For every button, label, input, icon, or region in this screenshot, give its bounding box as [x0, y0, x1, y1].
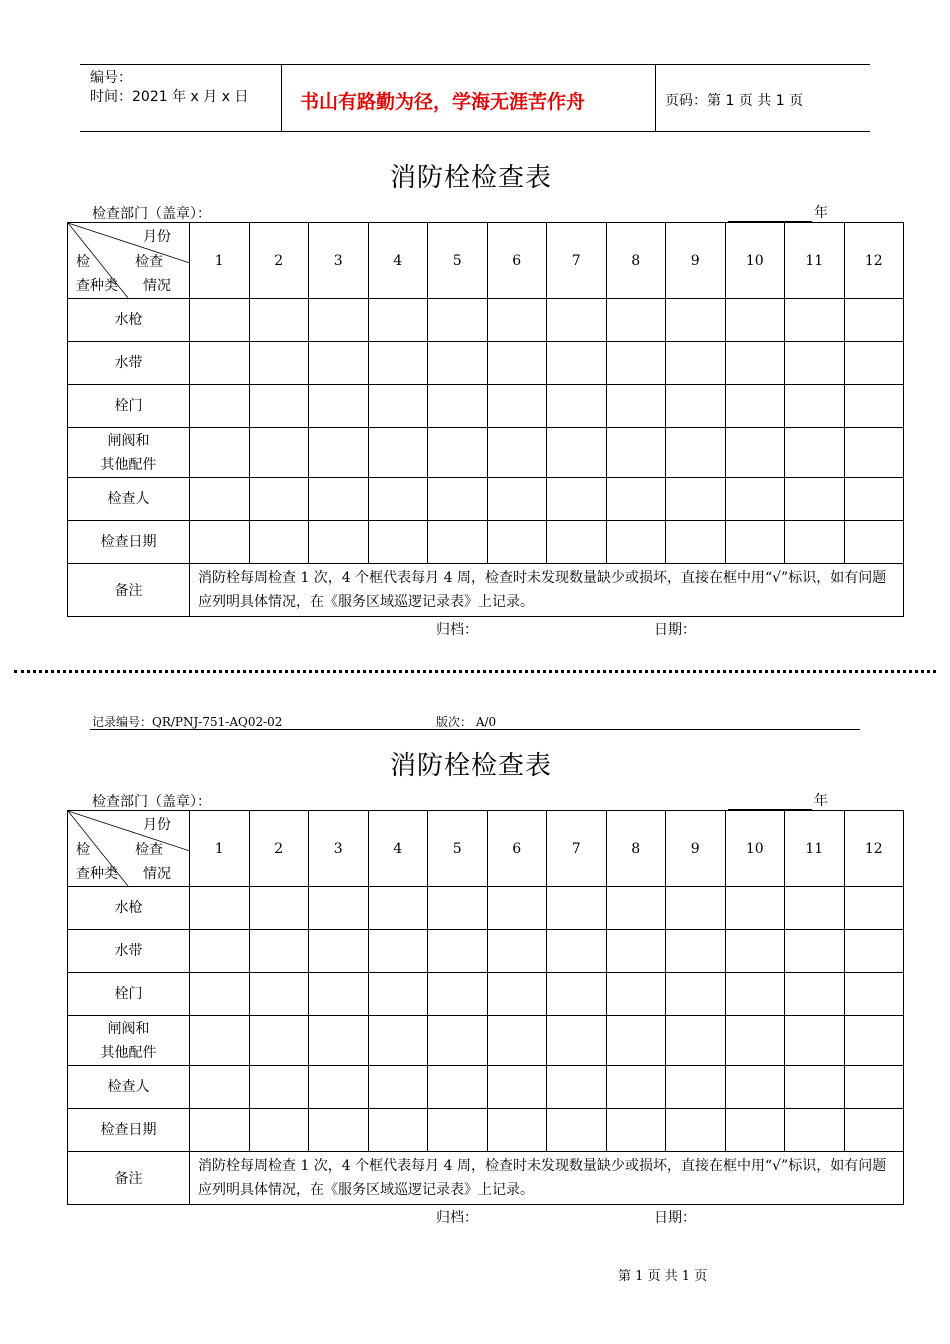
month-header: 5: [428, 811, 488, 887]
row-label: [68, 521, 190, 564]
check-cell[interactable]: [309, 521, 369, 564]
check-cell[interactable]: [606, 1016, 666, 1066]
check-cell[interactable]: [487, 1016, 547, 1066]
table-row: [68, 887, 904, 930]
check-cell[interactable]: [725, 478, 785, 521]
header-divider-left: [281, 64, 282, 131]
check-cell[interactable]: [368, 930, 428, 973]
check-cell[interactable]: [785, 1016, 845, 1066]
check-cell[interactable]: [785, 1066, 845, 1109]
archive-label: 归档：: [436, 1210, 478, 1226]
check-cell[interactable]: [725, 521, 785, 564]
corner-month: 月份: [143, 229, 171, 245]
check-cell[interactable]: [725, 1066, 785, 1109]
dept-label: 检查部门（盖章）：: [92, 794, 211, 810]
month-header: 12: [844, 223, 904, 299]
month-header: 7: [547, 223, 607, 299]
check-cell[interactable]: [725, 428, 785, 478]
check-cell[interactable]: [309, 299, 369, 342]
corner-status-bottom: 情况: [143, 866, 171, 882]
month-header: 10: [725, 223, 785, 299]
check-cell[interactable]: [547, 299, 607, 342]
table-row: [68, 385, 904, 428]
check-cell[interactable]: [487, 973, 547, 1016]
check-cell[interactable]: [547, 385, 607, 428]
corner-status-top: 检查: [135, 842, 163, 858]
row-label: [68, 1109, 190, 1152]
check-cell[interactable]: [428, 1066, 488, 1109]
check-cell[interactable]: [785, 478, 845, 521]
month-header: 1: [190, 223, 250, 299]
check-cell[interactable]: [428, 973, 488, 1016]
check-cell[interactable]: [785, 521, 845, 564]
check-cell[interactable]: [428, 342, 488, 385]
check-cell[interactable]: [666, 385, 726, 428]
remark-row: [68, 1152, 904, 1205]
check-cell[interactable]: [606, 385, 666, 428]
row-label-line1: 栓门: [114, 986, 143, 1002]
time-label: 时间：2021 年 x 月 x 日: [90, 89, 249, 105]
month-header: 1: [190, 811, 250, 887]
check-cell[interactable]: [428, 385, 488, 428]
record-version: 版次： A/0: [436, 715, 497, 729]
check-cell[interactable]: [844, 887, 904, 930]
check-cell[interactable]: [309, 930, 369, 973]
check-cell[interactable]: [309, 478, 369, 521]
check-cell[interactable]: [428, 887, 488, 930]
check-cell[interactable]: [487, 521, 547, 564]
check-cell[interactable]: [190, 887, 250, 930]
check-cell[interactable]: [844, 385, 904, 428]
year-suffix: 年: [814, 793, 828, 809]
month-header: 11: [785, 811, 845, 887]
check-cell[interactable]: [190, 299, 250, 342]
check-cell[interactable]: [547, 521, 607, 564]
check-cell[interactable]: [785, 887, 845, 930]
date-label: 日期：: [654, 622, 696, 638]
footer-page-number: 第 1 页 共 1 页: [618, 1269, 708, 1284]
month-header: 7: [547, 811, 607, 887]
row-label-line1: 检查日期: [100, 1122, 157, 1138]
check-cell[interactable]: [547, 1109, 607, 1152]
check-cell[interactable]: [368, 385, 428, 428]
check-cell[interactable]: [368, 887, 428, 930]
month-header: 3: [309, 811, 369, 887]
row-label-line1: 水枪: [114, 900, 143, 916]
table-row: [68, 1066, 904, 1109]
check-cell[interactable]: [666, 1066, 726, 1109]
month-header: 9: [666, 223, 726, 299]
check-cell[interactable]: [190, 478, 250, 521]
check-cell[interactable]: [428, 428, 488, 478]
row-label-line1: 水枪: [114, 312, 143, 328]
row-label: [68, 930, 190, 973]
row-label-line1: 检查人: [107, 1079, 150, 1095]
check-cell[interactable]: [487, 299, 547, 342]
check-cell[interactable]: [249, 299, 309, 342]
check-cell[interactable]: [368, 1066, 428, 1109]
table-row: [68, 973, 904, 1016]
check-cell[interactable]: [725, 342, 785, 385]
check-cell[interactable]: [368, 342, 428, 385]
check-cell[interactable]: [666, 973, 726, 1016]
check-cell[interactable]: [428, 930, 488, 973]
month-header: 9: [666, 811, 726, 887]
check-cell[interactable]: [606, 428, 666, 478]
table-header-row: [68, 811, 904, 887]
remark-text: 消防栓每周检查 1 次，4 个框代表每月 4 周，检查时未发现数量缺少或损坏，直接在框中用“√”标识，如有问题应列明具体情况，在《服务区域巡逻记录表》上记录。: [190, 564, 904, 617]
check-cell[interactable]: [547, 1066, 607, 1109]
header-top-rule: [80, 64, 870, 65]
month-header: 4: [368, 811, 428, 887]
row-label-line1: 水带: [114, 943, 143, 959]
check-cell[interactable]: [249, 478, 309, 521]
check-cell[interactable]: [368, 1016, 428, 1066]
row-label-line1: 水带: [114, 355, 143, 371]
corner-check: 检: [76, 842, 90, 858]
check-cell[interactable]: [487, 1109, 547, 1152]
check-cell[interactable]: [428, 1016, 488, 1066]
check-cell[interactable]: [725, 1109, 785, 1152]
header-bottom-rule: [80, 131, 870, 132]
check-cell[interactable]: [844, 478, 904, 521]
check-cell[interactable]: [785, 930, 845, 973]
check-cell[interactable]: [785, 973, 845, 1016]
check-cell[interactable]: [785, 1109, 845, 1152]
check-cell[interactable]: [249, 342, 309, 385]
check-cell[interactable]: [844, 299, 904, 342]
row-label: [68, 1066, 190, 1109]
remark-label: 备注: [68, 1152, 190, 1205]
corner-cell: [68, 811, 190, 887]
check-cell[interactable]: [606, 299, 666, 342]
check-cell[interactable]: [547, 478, 607, 521]
check-cell[interactable]: [606, 1066, 666, 1109]
month-header: 2: [249, 811, 309, 887]
check-cell[interactable]: [309, 887, 369, 930]
check-cell[interactable]: [844, 973, 904, 1016]
row-label: [68, 1016, 190, 1066]
check-cell[interactable]: [606, 973, 666, 1016]
check-cell[interactable]: [666, 299, 726, 342]
record-number: 记录编号：QR/PNJ-751-AQ02-02: [92, 715, 283, 729]
check-cell[interactable]: [249, 428, 309, 478]
check-cell[interactable]: [309, 1066, 369, 1109]
check-cell[interactable]: [368, 521, 428, 564]
table-row: [68, 342, 904, 385]
header-divider-right: [655, 64, 656, 131]
dept-label: 检查部门（盖章）：: [92, 206, 211, 222]
row-label: [68, 973, 190, 1016]
check-cell[interactable]: [725, 973, 785, 1016]
check-cell[interactable]: [428, 299, 488, 342]
check-cell[interactable]: [487, 887, 547, 930]
year-field[interactable]: [728, 202, 828, 222]
row-label: [68, 342, 190, 385]
check-cell[interactable]: [190, 930, 250, 973]
table-row: [68, 1109, 904, 1152]
check-cell[interactable]: [606, 342, 666, 385]
check-cell[interactable]: [428, 521, 488, 564]
table-row: [68, 930, 904, 973]
check-cell[interactable]: [190, 1109, 250, 1152]
month-header: 5: [428, 223, 488, 299]
check-cell[interactable]: [309, 973, 369, 1016]
check-cell[interactable]: [606, 478, 666, 521]
check-cell[interactable]: [190, 385, 250, 428]
row-label-line2: 其他配件: [100, 1044, 157, 1061]
check-cell[interactable]: [606, 521, 666, 564]
check-cell[interactable]: [368, 299, 428, 342]
month-header: 6: [487, 223, 547, 299]
check-cell[interactable]: [785, 385, 845, 428]
row-label: [68, 428, 190, 478]
check-cell[interactable]: [309, 342, 369, 385]
check-cell[interactable]: [666, 478, 726, 521]
check-cell[interactable]: [666, 1016, 726, 1066]
check-cell[interactable]: [487, 428, 547, 478]
month-header: 10: [725, 811, 785, 887]
motto: 书山有路勤为径，学海无涯苦作舟: [300, 91, 586, 113]
check-cell[interactable]: [844, 1109, 904, 1152]
year-suffix: 年: [814, 205, 828, 221]
check-cell[interactable]: [606, 887, 666, 930]
row-label: [68, 478, 190, 521]
check-cell[interactable]: [368, 1109, 428, 1152]
check-cell[interactable]: [249, 887, 309, 930]
check-cell[interactable]: [547, 342, 607, 385]
check-cell[interactable]: [368, 973, 428, 1016]
check-cell[interactable]: [249, 973, 309, 1016]
check-cell[interactable]: [666, 428, 726, 478]
check-cell[interactable]: [249, 385, 309, 428]
check-cell[interactable]: [368, 428, 428, 478]
check-cell[interactable]: [249, 930, 309, 973]
check-cell[interactable]: [725, 887, 785, 930]
corner-status-bottom: 情况: [143, 278, 171, 294]
check-cell[interactable]: [487, 478, 547, 521]
check-cell[interactable]: [785, 342, 845, 385]
form-title: 消防栓检查表: [390, 751, 553, 781]
check-cell[interactable]: [725, 930, 785, 973]
check-cell[interactable]: [190, 521, 250, 564]
table-row: [68, 299, 904, 342]
month-header: 11: [785, 223, 845, 299]
row-label-line1: 栓门: [114, 398, 143, 414]
corner-month: 月份: [143, 817, 171, 833]
check-cell[interactable]: [547, 887, 607, 930]
table-row: [68, 521, 904, 564]
record-rule: [90, 729, 860, 730]
check-cell[interactable]: [606, 1109, 666, 1152]
month-header: 8: [606, 223, 666, 299]
row-label-line1: 闸阀和: [107, 432, 150, 449]
check-cell[interactable]: [249, 1109, 309, 1152]
check-cell[interactable]: [190, 973, 250, 1016]
form-title: 消防栓检查表: [390, 163, 553, 193]
check-cell[interactable]: [844, 1016, 904, 1066]
check-cell[interactable]: [547, 1016, 607, 1066]
check-cell[interactable]: [666, 1109, 726, 1152]
check-cell[interactable]: [547, 428, 607, 478]
row-label-line1: 闸阀和: [107, 1020, 150, 1037]
corner-type: 查种类: [76, 278, 118, 294]
check-cell[interactable]: [487, 1066, 547, 1109]
header-page-label: 页码：第 1 页 共 1 页: [665, 93, 804, 109]
check-cell[interactable]: [190, 428, 250, 478]
month-header: 3: [309, 223, 369, 299]
row-label-line1: 检查人: [107, 491, 150, 507]
check-cell[interactable]: [487, 385, 547, 428]
corner-check: 检: [76, 254, 90, 270]
row-label-line2: 其他配件: [100, 456, 157, 473]
check-cell[interactable]: [666, 930, 726, 973]
check-cell[interactable]: [368, 478, 428, 521]
year-field[interactable]: [728, 790, 828, 810]
check-cell[interactable]: [666, 887, 726, 930]
check-cell[interactable]: [249, 1016, 309, 1066]
check-cell[interactable]: [666, 521, 726, 564]
check-cell[interactable]: [249, 521, 309, 564]
table-row: [68, 428, 904, 478]
row-label: [68, 299, 190, 342]
remark-row: [68, 564, 904, 617]
month-header: 6: [487, 811, 547, 887]
corner-status-top: 检查: [135, 254, 163, 270]
check-cell[interactable]: [428, 478, 488, 521]
date-label: 日期：: [654, 1210, 696, 1226]
remark-text: 消防栓每周检查 1 次，4 个框代表每月 4 周，检查时未发现数量缺少或损坏，直接在框中用“√”标识，如有问题应列明具体情况，在《服务区域巡逻记录表》上记录。: [190, 1152, 904, 1205]
check-cell[interactable]: [190, 1066, 250, 1109]
table-row: [68, 1016, 904, 1066]
dotted-cut-line: [14, 670, 936, 673]
check-cell[interactable]: [547, 930, 607, 973]
check-cell[interactable]: [844, 342, 904, 385]
check-cell[interactable]: [309, 1109, 369, 1152]
row-label-line1: 检查日期: [100, 534, 157, 550]
corner-type: 查种类: [76, 866, 118, 882]
check-cell[interactable]: [190, 342, 250, 385]
check-cell[interactable]: [249, 1066, 309, 1109]
code-label: 编号：: [90, 70, 132, 86]
check-cell[interactable]: [725, 1016, 785, 1066]
check-cell[interactable]: [785, 299, 845, 342]
inspection-table: [67, 810, 904, 1205]
check-cell[interactable]: [309, 1016, 369, 1066]
table-header-row: [68, 223, 904, 299]
check-cell[interactable]: [725, 385, 785, 428]
check-cell[interactable]: [606, 930, 666, 973]
check-cell[interactable]: [190, 1016, 250, 1066]
check-cell[interactable]: [725, 299, 785, 342]
archive-label: 归档：: [436, 622, 478, 638]
check-cell[interactable]: [309, 385, 369, 428]
inspection-table: [67, 222, 904, 617]
check-cell[interactable]: [487, 930, 547, 973]
row-label: [68, 385, 190, 428]
check-cell[interactable]: [666, 342, 726, 385]
month-header: 4: [368, 223, 428, 299]
month-header: 8: [606, 811, 666, 887]
corner-cell: [68, 223, 190, 299]
check-cell[interactable]: [487, 342, 547, 385]
month-header: 2: [249, 223, 309, 299]
table-row: [68, 478, 904, 521]
check-cell[interactable]: [309, 428, 369, 478]
month-header: 12: [844, 811, 904, 887]
check-cell[interactable]: [547, 973, 607, 1016]
check-cell[interactable]: [844, 428, 904, 478]
row-label: [68, 887, 190, 930]
check-cell[interactable]: [844, 1066, 904, 1109]
check-cell[interactable]: [785, 428, 845, 478]
check-cell[interactable]: [428, 1109, 488, 1152]
remark-label: 备注: [68, 564, 190, 617]
check-cell[interactable]: [844, 930, 904, 973]
check-cell[interactable]: [844, 521, 904, 564]
